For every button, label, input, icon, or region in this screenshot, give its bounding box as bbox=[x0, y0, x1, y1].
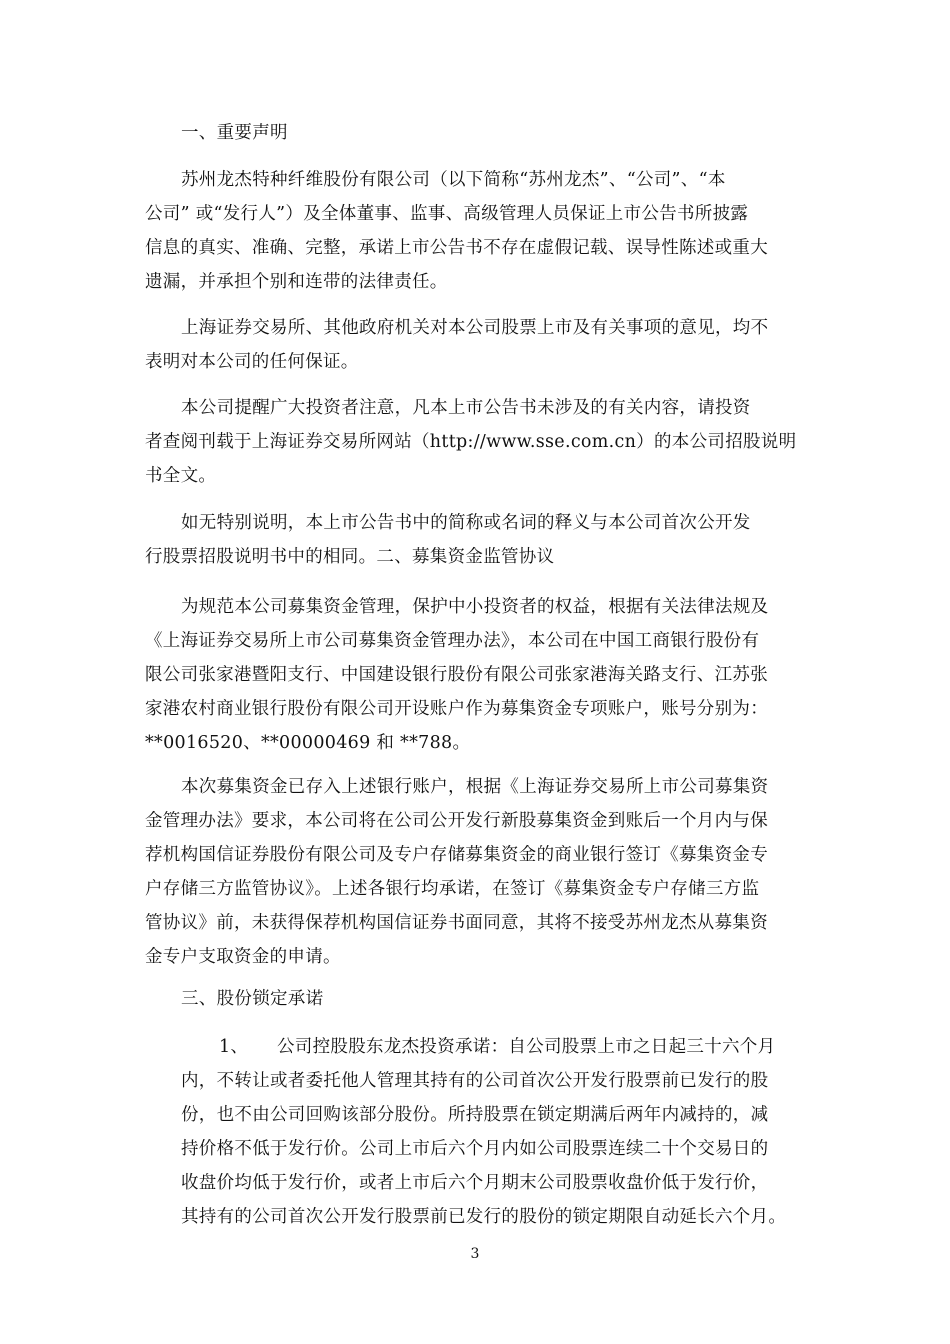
text-line: 行股票招股说明书中的相同。二、募集资金监管协议 bbox=[145, 547, 555, 567]
text-line: 份，也不由公司回购该部分股份。所持股票在锁定期满后两年内减持的，减 bbox=[181, 1105, 769, 1125]
text-line: 户存储三方监管协议》。上述各银行均承诺，在签订《募集资金专户存储三方监 bbox=[145, 879, 760, 899]
text-line: 金专户支取资金的申请。 bbox=[145, 947, 341, 967]
paragraph-definitions bbox=[145, 506, 751, 574]
text-line: 信息的真实、准确、完整，承诺上市公告书不存在虚假记载、误导性陈述或重大 bbox=[145, 238, 768, 258]
paragraph-exchange-disclaimer bbox=[145, 311, 768, 379]
text-line: 荐机构国信证券股份有限公司及专户存储募集资金的商业银行签订《募集资金专 bbox=[145, 845, 768, 865]
text-line: 收盘价均低于发行价，或者上市后六个月期末公司股票收盘价低于发行价， bbox=[181, 1173, 769, 1193]
paragraph-statement bbox=[145, 163, 768, 299]
text-line: 限公司张家港暨阳支行、中国建设银行股份有限公司张家港海关路支行、江苏张 bbox=[145, 665, 768, 685]
list-item-text: 公司控股股东龙杰投资承诺：自公司股票上市之日起三十六个月 bbox=[277, 1037, 776, 1057]
text-line: 本次募集资金已存入上述银行账户，根据《上海证券交易所上市公司募集资 bbox=[181, 777, 769, 797]
section-heading-important-statement: 一、重要声明 bbox=[181, 123, 288, 143]
text-line: 管协议》前，未获得保荐机构国信证券书面同意，其将不接受苏州龙杰从募集资 bbox=[145, 913, 768, 933]
paragraph-supervision-agreement bbox=[145, 770, 768, 974]
text-line: 家港农村商业银行股份有限公司开设账户作为募集资金专项账户，账号分别为： bbox=[145, 699, 768, 719]
paragraph-investor-notice bbox=[145, 391, 796, 493]
text-line: 金管理办法》要求，本公司将在公司公开发行新股募集资金到账后一个月内与保 bbox=[145, 811, 768, 831]
paragraph-fund-accounts bbox=[145, 590, 768, 760]
text-line: 本公司提醒广大投资者注意，凡本上市公告书未涉及的有关内容，请投资 bbox=[181, 398, 751, 418]
text-line: 苏州龙杰特种纤维股份有限公司（以下简称“苏州龙杰”、“公司”、“本 bbox=[181, 170, 726, 190]
text-line: 为规范本公司募集资金管理，保护中小投资者的权益，根据有关法律法规及 bbox=[181, 597, 769, 617]
text-line: 其持有的公司首次公开发行股票前已发行的股份的锁定期限自动延长六个月。 bbox=[181, 1207, 787, 1227]
text-line: 公司” 或“发行人”）及全体董事、监事、高级管理人员保证上市公告书所披露 bbox=[145, 204, 749, 224]
list-item-number: 1、 bbox=[219, 1037, 249, 1057]
text-line: 上海证券交易所、其他政府机关对本公司股票上市及有关事项的意见，均不 bbox=[181, 318, 769, 338]
text-line: 表明对本公司的任何保证。 bbox=[145, 352, 359, 372]
text-line: 遗漏，并承担个别和连带的法律责任。 bbox=[145, 272, 448, 292]
text-line: 者查阅刊载于上海证券交易所网站（http://www.sse.com.cn）的本公司招股说明 bbox=[145, 432, 797, 452]
page-number: 3 bbox=[470, 1246, 480, 1262]
section-heading-share-lockup: 三、股份锁定承诺 bbox=[181, 989, 324, 1009]
text-line: 《上海证券交易所上市公司募集资金管理办法》，本公司在中国工商银行股份有 bbox=[145, 631, 760, 651]
text-line: 书全文。 bbox=[145, 466, 217, 486]
text-line bbox=[181, 1030, 786, 1064]
text-line: 如无特别说明，本上市公告书中的简称或名词的释义与本公司首次公开发 bbox=[181, 513, 751, 533]
text-line: 持价格不低于发行价。公司上市后六个月内如公司股票连续二十个交易日的 bbox=[181, 1139, 769, 1159]
text-line: 内，不转让或者委托他人管理其持有的公司首次公开发行股票前已发行的股 bbox=[181, 1071, 769, 1091]
list-item-lockup-commitment bbox=[181, 1030, 786, 1234]
text-line: **0016520、**00000469 和 **788。 bbox=[145, 733, 471, 753]
